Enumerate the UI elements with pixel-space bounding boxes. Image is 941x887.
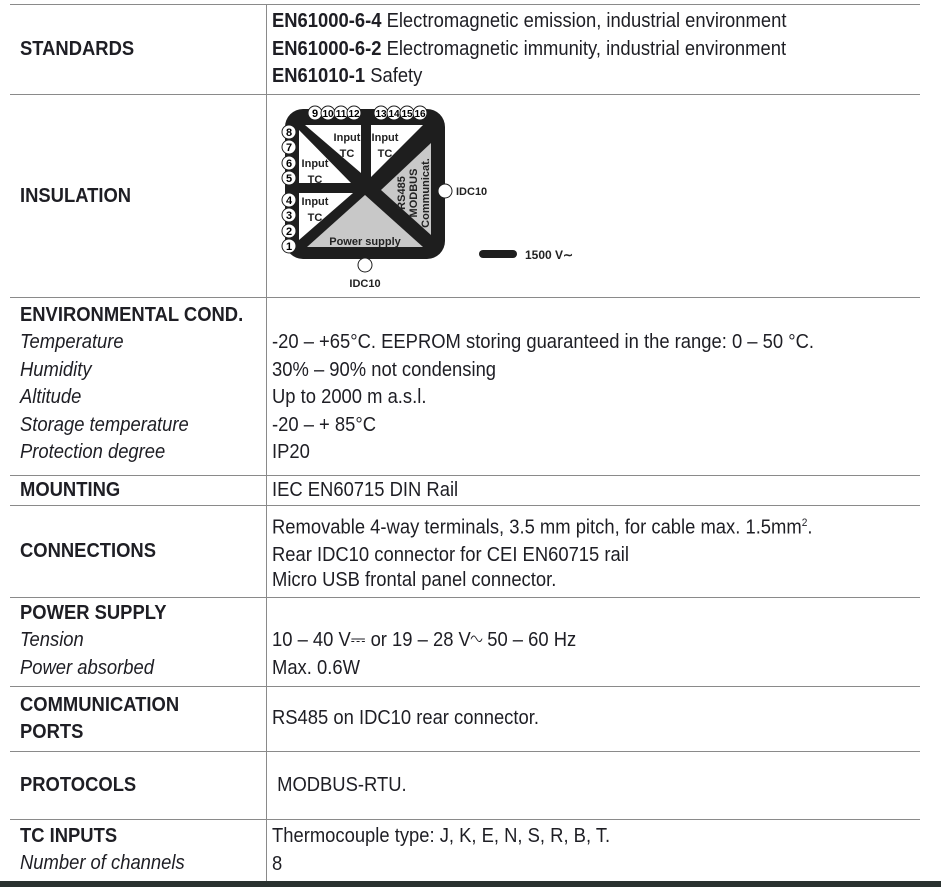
env-param-temperature: Temperature [20, 331, 124, 353]
protocols-label-cell [10, 752, 267, 819]
row-standards [10, 5, 920, 95]
power-param-absorbed: Power absorbed [20, 656, 155, 679]
mounting-value: IEC EN60715 DIN Rail [272, 478, 459, 501]
power-param-tension: Tension [20, 629, 84, 651]
environmental-values [267, 298, 920, 475]
svg-text:Input: Input [301, 196, 329, 208]
protocols-value: MODBUS-RTU. [272, 773, 407, 796]
env-value-protection-degree: IP20 [272, 441, 310, 463]
svg-text:15: 15 [401, 109, 413, 120]
env-value-temperature: -20 – +65°C. EEPROM storing guaranteed in the range: 0 – 50 °C. [272, 331, 814, 353]
standard-code: EN61000-6-4 [272, 10, 382, 33]
env-param-storage-temperature: Storage temperature [20, 413, 189, 436]
standard-desc: Safety [365, 65, 423, 88]
protocols-value-cell [267, 752, 920, 819]
power-supply-zone-label: Power supply [329, 236, 401, 248]
env-value-altitude: Up to 2000 m a.s.l. [272, 386, 427, 408]
environmental-label-cell [10, 298, 267, 475]
row-tc-inputs [10, 820, 920, 882]
svg-text:1: 1 [285, 241, 293, 253]
svg-text:2: 2 [285, 226, 293, 238]
idc10-bottom-connector [358, 258, 372, 272]
communication-label-1: COMMUNICATION [20, 694, 180, 716]
communication-label-2: PORTS [20, 721, 84, 743]
tc-type-value: Thermocouple type: J, K, E, N, S, R, B, T. [272, 825, 611, 847]
tc-inputs-values [267, 820, 920, 881]
row-environmental [10, 298, 920, 476]
page-bottom-edge [0, 881, 941, 887]
svg-text:MODBUS: MODBUS [408, 168, 420, 218]
svg-text:6: 6 [285, 158, 293, 170]
standard-code: EN61010-1 [272, 65, 366, 88]
idc10-right-connector [438, 184, 452, 198]
standard-item [272, 36, 868, 64]
row-insulation [10, 95, 920, 298]
svg-text:7: 7 [285, 142, 293, 154]
svg-text:11: 11 [335, 109, 347, 120]
env-param-protection-degree: Protection degree [20, 441, 166, 463]
svg-text:TC: TC [307, 212, 323, 224]
insulation-label: INSULATION [20, 184, 132, 207]
tc-channels-label: Number of channels [20, 852, 185, 875]
svg-text:Input: Input [301, 158, 329, 170]
spec-table [10, 4, 920, 882]
env-param-altitude: Altitude [20, 386, 82, 408]
tc-inputs-label-cell [10, 820, 267, 881]
standards-values [267, 5, 920, 94]
svg-text:13: 13 [375, 109, 387, 120]
mounting-label-cell [10, 476, 267, 505]
power-supply-label: POWER SUPPLY [20, 602, 167, 624]
communication-value-cell [267, 687, 920, 751]
power-value-absorbed: Max. 0.6W [272, 656, 360, 679]
insulation-legend-bar [479, 250, 517, 258]
tc-inputs-label: TC INPUTS [20, 825, 118, 848]
standard-desc: Electromagnetic emission, industrial environment [381, 10, 787, 33]
insulation-diagram-cell [267, 95, 920, 297]
svg-text:RS485: RS485 [396, 176, 408, 210]
insulation-legend-label: 1500 V∼ [525, 248, 574, 262]
mounting-value-cell [267, 476, 920, 505]
power-supply-values [267, 598, 920, 686]
svg-text:14: 14 [388, 109, 400, 120]
mounting-label: MOUNTING [20, 479, 121, 501]
svg-text:10: 10 [322, 109, 334, 120]
power-supply-label-cell [10, 598, 267, 686]
standard-item [272, 8, 868, 36]
row-mounting [10, 476, 920, 506]
row-connections [10, 506, 920, 598]
standard-desc: Electromagnetic immunity, industrial environment [381, 37, 787, 60]
svg-text:9: 9 [311, 108, 319, 120]
environmental-label: ENVIRONMENTAL COND. [20, 304, 244, 326]
connection-line: Micro USB frontal panel connector. [272, 568, 557, 591]
svg-text:3: 3 [285, 210, 293, 222]
connections-values [267, 506, 920, 597]
svg-text:TC: TC [307, 174, 323, 186]
communication-label-cell [10, 687, 267, 751]
insulation-diagram [273, 95, 613, 295]
protocols-label: PROTOCOLS [20, 774, 137, 796]
svg-text:16: 16 [414, 109, 426, 120]
svg-text:5: 5 [285, 173, 293, 185]
connection-line: Rear IDC10 connector for CEI EN60715 rail [272, 543, 629, 566]
standards-label-cell [10, 5, 267, 94]
connections-label: CONNECTIONS [20, 540, 156, 562]
row-protocols [10, 752, 920, 820]
insulation-label-cell [10, 95, 267, 297]
svg-text:IDC10: IDC10 [349, 278, 381, 290]
communication-value: RS485 on IDC10 rear connector. [272, 707, 539, 730]
connection-line: Removable 4-way terminals, 3.5 mm pitch, for cable max. $1.5mm^2$. [272, 517, 813, 540]
row-power-supply [10, 598, 920, 687]
svg-text:TC: TC [339, 148, 355, 160]
row-communication [10, 687, 920, 752]
tc-channels-value: 8 [272, 852, 283, 875]
svg-text:Input: Input [371, 132, 399, 144]
svg-text:8: 8 [285, 127, 293, 139]
svg-text:TC: TC [377, 148, 393, 160]
standards-label: STANDARDS [20, 38, 135, 60]
power-value-tension: 10 – 40 V⎓ or 19 – 28 V∿ 50 – 60 Hz [272, 629, 577, 651]
svg-text:Input: Input [333, 132, 361, 144]
env-param-humidity: Humidity [20, 358, 92, 381]
env-value-storage-temperature: -20 – + 85°C [272, 413, 377, 436]
svg-text:Communicat.: Communicat. [420, 158, 432, 228]
svg-text:IDC10: IDC10 [456, 186, 488, 198]
standard-item [272, 63, 868, 91]
svg-text:12: 12 [348, 109, 360, 120]
svg-text:4: 4 [285, 195, 293, 207]
standard-code: EN61000-6-2 [272, 37, 382, 60]
env-value-humidity: 30% – 90% not condensing [272, 358, 497, 381]
connections-label-cell [10, 506, 267, 597]
